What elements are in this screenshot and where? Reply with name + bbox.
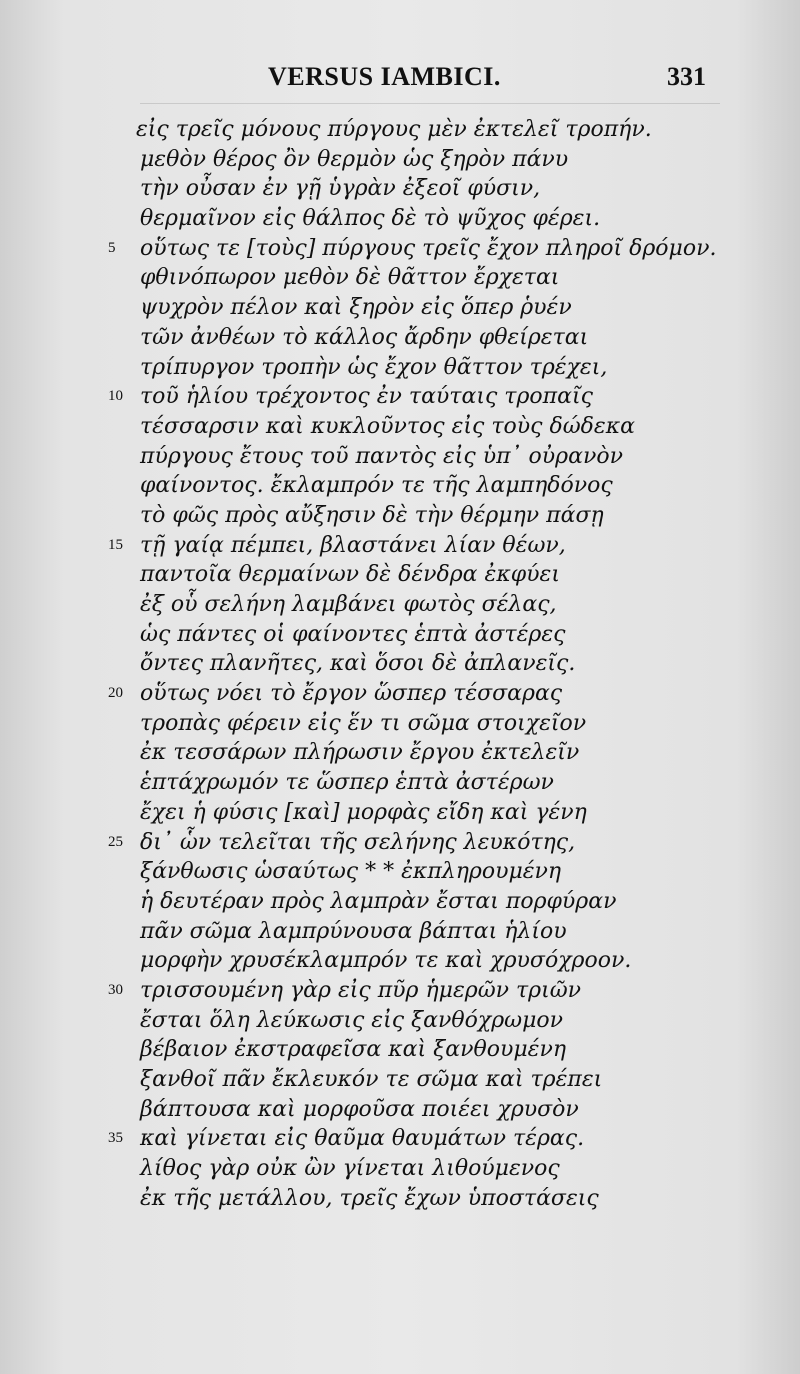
verse-line: [0, 917, 800, 947]
verse-line: [0, 293, 800, 323]
verse-line: [0, 857, 800, 887]
verse-line-text: πᾶν σῶμα λαμπρύνουσα βάπται ἡλίου: [140, 918, 567, 944]
verse-line-text: φθινόπωρον μεθὸν δὲ θᾶττον ἔρχεται: [140, 265, 560, 291]
verse-line: [0, 560, 800, 590]
verse-line-text: λίθος γὰρ οὐκ ὢν γίνεται λιθούμενος: [140, 1156, 560, 1182]
page-header: [0, 62, 800, 102]
verse-line-text: ἑπτάχρωμόν τε ὥσπερ ἑπτὰ ἀστέρων: [140, 770, 554, 796]
verse-line: [0, 1154, 800, 1184]
verse-line: [0, 174, 800, 204]
verse-line-text: ψυχρὸν πέλον καὶ ξηρὸν εἰς ὅπερ ῥυέν: [140, 295, 572, 321]
verse-line: [0, 590, 800, 620]
verse-line: [0, 263, 800, 293]
verse-line: [0, 1184, 800, 1214]
verse-line-text: πύργους ἔτους τοῦ παντὸς εἰς ὑπ᾽ οὐρανὸν: [140, 443, 623, 469]
verse-line-text: οὕτως νόει τὸ ἔργον ὥσπερ τέσσαρας: [140, 681, 563, 707]
verse-line-text: τὸ φῶς πρὸς αὔξησιν δὲ τὴν θέρμην πάσῃ: [140, 502, 604, 528]
verse-line: [0, 798, 800, 828]
verse-line: [0, 204, 800, 234]
verse-line-text: τροπὰς φέρειν εἰς ἕν τι σῶμα στοιχεῖον: [140, 710, 587, 736]
verse-line-text: τοῦ ἡλίου τρέχοντος ἐν ταύταις τροπαῖς: [140, 384, 593, 410]
verse-line: [0, 1035, 800, 1065]
verse-line: [0, 234, 800, 264]
verse-line: [0, 1065, 800, 1095]
verse-line-text: τρισσουμένη γὰρ εἰς πῦρ ἡμερῶν τριῶν: [140, 977, 582, 1003]
verse-line: [0, 976, 800, 1006]
verse-line: [0, 946, 800, 976]
verse-line: [0, 115, 800, 145]
running-head: VERSUS IAMBICI.: [268, 62, 501, 91]
verse-line: [0, 145, 800, 175]
verse-line-text: δι᾽ ὧν τελεῖται τῆς σελήνης λευκότης,: [140, 829, 576, 855]
verse-line-text: ὡς πάντες οἱ φαίνοντες ἑπτὰ ἀστέρες: [140, 621, 566, 647]
verse-line-text: βέβαιον ἐκστραφεῖσα καὶ ξανθουμένη: [140, 1037, 567, 1063]
header-rule: [140, 103, 720, 104]
line-number: 10: [108, 388, 123, 405]
verse-line-text: καὶ γίνεται εἰς θαῦμα θαυμάτων τέρας.: [140, 1126, 585, 1152]
verse-line: [0, 828, 800, 858]
verse-line-text: θερμαῖνον εἰς θάλπος δὲ τὸ ψῦχος φέρει.: [140, 206, 601, 232]
verse-line-text: τὴν οὖσαν ἐν γῇ ὑγρὰν ἐξεοῖ φύσιν,: [140, 176, 541, 202]
verse-line-text: φαίνοντος. ἔκλαμπρόν τε τῆς λαμπηδόνος: [140, 473, 613, 499]
verse-line: [0, 887, 800, 917]
page-number: 331: [667, 62, 706, 91]
verse-line-text: τῶν ἀνθέων τὸ κάλλος ἄρδην φθείρεται: [140, 324, 589, 350]
verse-line-text: τέσσαρσιν καὶ κυκλοῦντος εἰς τοὺς δώδεκα: [140, 413, 635, 439]
verse-line: [0, 620, 800, 650]
verse-line-text: ξάνθωσις ὡσαύτως * * ἐκπληρουμένη: [140, 859, 562, 885]
verse-line: [0, 768, 800, 798]
verse-line-text: ἐκ τεσσάρων πλήρωσιν ἔργου ἐκτελεῖν: [140, 740, 580, 766]
verse-line: [0, 501, 800, 531]
line-number: 25: [108, 833, 123, 850]
verse-line-text: ξανθοῖ πᾶν ἔκλευκόν τε σῶμα καὶ τρέπει: [140, 1067, 603, 1092]
verse-line-text: βάπτουσα καὶ μορφοῦσα ποιέει χρυσὸν: [140, 1096, 579, 1122]
verse-line: [0, 531, 800, 561]
verse-text: [0, 115, 800, 1213]
verse-line: [0, 709, 800, 739]
line-number: 30: [108, 981, 123, 998]
verse-line-text: παντοῖα θερμαίνων δὲ δένδρα ἐκφύει: [140, 562, 560, 588]
verse-line-text: ἐκ τῆς μετάλλου, τρεῖς ἔχων ὑποστάσεις: [140, 1185, 599, 1211]
line-number: 35: [108, 1130, 123, 1147]
verse-line: [0, 649, 800, 679]
verse-line-text: τρίπυργον τροπὴν ὡς ἔχον θᾶττον τρέχει,: [140, 354, 608, 380]
verse-line: [0, 738, 800, 768]
line-number: 20: [108, 685, 123, 702]
verse-line: [0, 353, 800, 383]
verse-line-text: τῇ γαίᾳ πέμπει, βλαστάνει λίαν θέων,: [140, 532, 566, 558]
verse-line: [0, 412, 800, 442]
verse-line: [0, 323, 800, 353]
verse-line-text: εἰς τρεῖς μόνους πύργους μὲν ἐκτελεῖ τροπήν.: [136, 117, 652, 142]
verse-line: [0, 471, 800, 501]
verse-line: [0, 1124, 800, 1154]
verse-line: [0, 679, 800, 709]
verse-line-text: μορφὴν χρυσέκλαμπρόν τε καὶ χρυσόχροον.: [140, 948, 632, 974]
verse-line-text: ἡ δευτέραν πρὸς λαμπρὰν ἔσται πορφύραν: [140, 888, 617, 914]
verse-line-text: μεθὸν θέρος ὂν θερμὸν ὡς ξηρὸν πάνυ: [140, 146, 569, 172]
verse-line: [0, 1095, 800, 1125]
verse-line-text: ἐξ οὗ σελήνη λαμβάνει φωτὸς σέλας,: [140, 592, 557, 617]
line-number: 5: [108, 239, 116, 256]
verse-line-text: ὄντες πλανῆτες, καὶ ὅσοι δὲ ἀπλανεῖς.: [140, 651, 576, 677]
verse-line-text: ἔχει ἡ φύσις [καὶ] μορφὰς εἴδη καὶ γένη: [140, 799, 587, 825]
verse-line-text: ἔσται ὅλη λεύκωσις εἰς ξανθόχρωμον: [140, 1007, 563, 1033]
verse-line-text: οὕτως τε [τοὺς] πύργους τρεῖς ἔχον πληροῖ δρόμον.: [140, 235, 717, 261]
line-number: 15: [108, 536, 123, 553]
verse-line: [0, 382, 800, 412]
verse-line: [0, 442, 800, 472]
verse-line: [0, 1006, 800, 1036]
